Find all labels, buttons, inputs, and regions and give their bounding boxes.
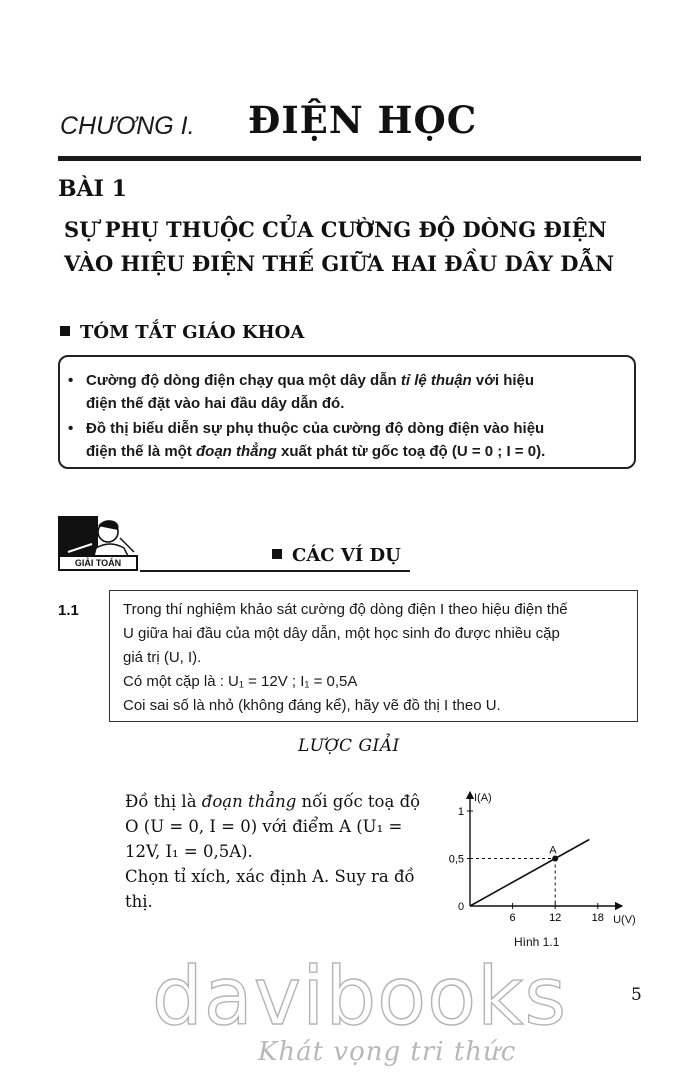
example-problem-box bbox=[109, 590, 638, 722]
summary-bullet-1 bbox=[68, 369, 535, 415]
page-number: 5 bbox=[631, 985, 642, 1005]
lesson-title-line-1: SỰ PHỤ THUỘC CỦA CƯỜNG ĐỘ DÒNG ĐIỆN bbox=[64, 217, 607, 242]
x-tick-label: 6 bbox=[509, 912, 516, 924]
solution-line bbox=[125, 789, 420, 814]
summary-text: Cường độ dòng điện chạy qua một dây dẫn bbox=[86, 372, 401, 389]
x-tick-label: 18 bbox=[591, 912, 604, 924]
y-axis-label: I(A) bbox=[474, 792, 492, 804]
bullet-dot-icon: • bbox=[68, 372, 74, 389]
solution-emphasis: đoạn thẳng bbox=[201, 792, 297, 811]
example-number: 1.1 bbox=[58, 602, 79, 619]
solve-badge: GIẢI TOÁN bbox=[58, 555, 138, 571]
summary-text: điện thế đặt vào hai đầu dây dẫn đó. bbox=[86, 395, 345, 412]
origin-label: 0 bbox=[458, 901, 465, 913]
point-a-label: A bbox=[549, 844, 557, 857]
summary-text: với hiệu bbox=[471, 372, 535, 389]
series-line bbox=[470, 840, 589, 907]
examples-heading-text: CÁC VÍ DỤ bbox=[292, 545, 401, 566]
problem-line: Trong thí nghiệm khảo sát cường độ dòng điện I theo hiệu điện thế bbox=[123, 601, 568, 618]
solution-text: nối gốc toạ độ bbox=[296, 792, 421, 811]
summary-emphasis: tỉ lệ thuận bbox=[400, 372, 472, 389]
problem-line: giá trị (U, I). bbox=[123, 649, 202, 666]
square-bullet-icon bbox=[60, 326, 70, 336]
problem-line: Coi sai số là nhỏ (không đáng kể), hãy vẽ đồ thị I theo U. bbox=[123, 697, 501, 714]
summary-text: Đồ thị biểu diễn sự phụ thuộc của cường độ dòng điện vào hiệu bbox=[86, 420, 545, 437]
problem-line: U giữa hai đầu của một dây dẫn, một học sinh đo được nhiều cặp bbox=[123, 625, 560, 642]
chapter-title: ĐIỆN HỌC bbox=[248, 98, 478, 142]
iu-graph bbox=[440, 785, 675, 935]
solution-line: 12V, I₁ = 0,5A). bbox=[125, 842, 253, 861]
summary-text: điện thế là một bbox=[86, 443, 197, 460]
chapter-label: CHƯƠNG I. bbox=[60, 112, 195, 140]
y-tick-label: 1 bbox=[457, 806, 464, 818]
summary-heading bbox=[60, 322, 304, 343]
lesson-number: BÀI 1 bbox=[58, 176, 127, 202]
solution-line: O (U = 0, I = 0) với điểm A (U₁ = bbox=[125, 817, 403, 836]
summary-emphasis: đoạn thẳng bbox=[196, 443, 277, 460]
watermark-tagline: Khát vọng tri thức bbox=[258, 1037, 517, 1067]
chapter-divider bbox=[58, 156, 641, 161]
lesson-title-line-2: VÀO HIỆU ĐIỆN THẾ GIỮA HAI ĐẦU DÂY DẪN bbox=[64, 251, 615, 276]
summary-box bbox=[58, 355, 636, 469]
lesson-title bbox=[64, 213, 614, 281]
examples-heading bbox=[272, 545, 401, 566]
examples-divider bbox=[140, 570, 410, 572]
solution-line: thị. bbox=[125, 892, 153, 911]
summary-text: xuất phát từ gốc toạ độ (U = 0 ; I = 0). bbox=[276, 443, 546, 460]
y-tick-label: 0,5 bbox=[448, 853, 464, 866]
solution-line: Chọn tỉ xích, xác định A. Suy ra đồ bbox=[125, 867, 415, 886]
bullet-dot-icon: • bbox=[68, 420, 74, 437]
summary-heading-text: TÓM TẮT GIÁO KHOA bbox=[80, 322, 305, 343]
x-tick-label: 12 bbox=[549, 912, 562, 924]
square-bullet-icon bbox=[272, 549, 282, 559]
figure-caption: Hình 1.1 bbox=[514, 935, 560, 949]
solution-text: Đồ thị là bbox=[125, 792, 202, 811]
x-axis-label: U(V) bbox=[613, 914, 636, 926]
solution-heading: LƯỢC GIẢI bbox=[298, 736, 400, 756]
watermark-brand: davibooks bbox=[152, 950, 568, 1043]
problem-line: Có một cặp là : U₁ = 12V ; I₁ = 0,5A bbox=[123, 673, 358, 690]
summary-bullet-2 bbox=[68, 417, 546, 463]
